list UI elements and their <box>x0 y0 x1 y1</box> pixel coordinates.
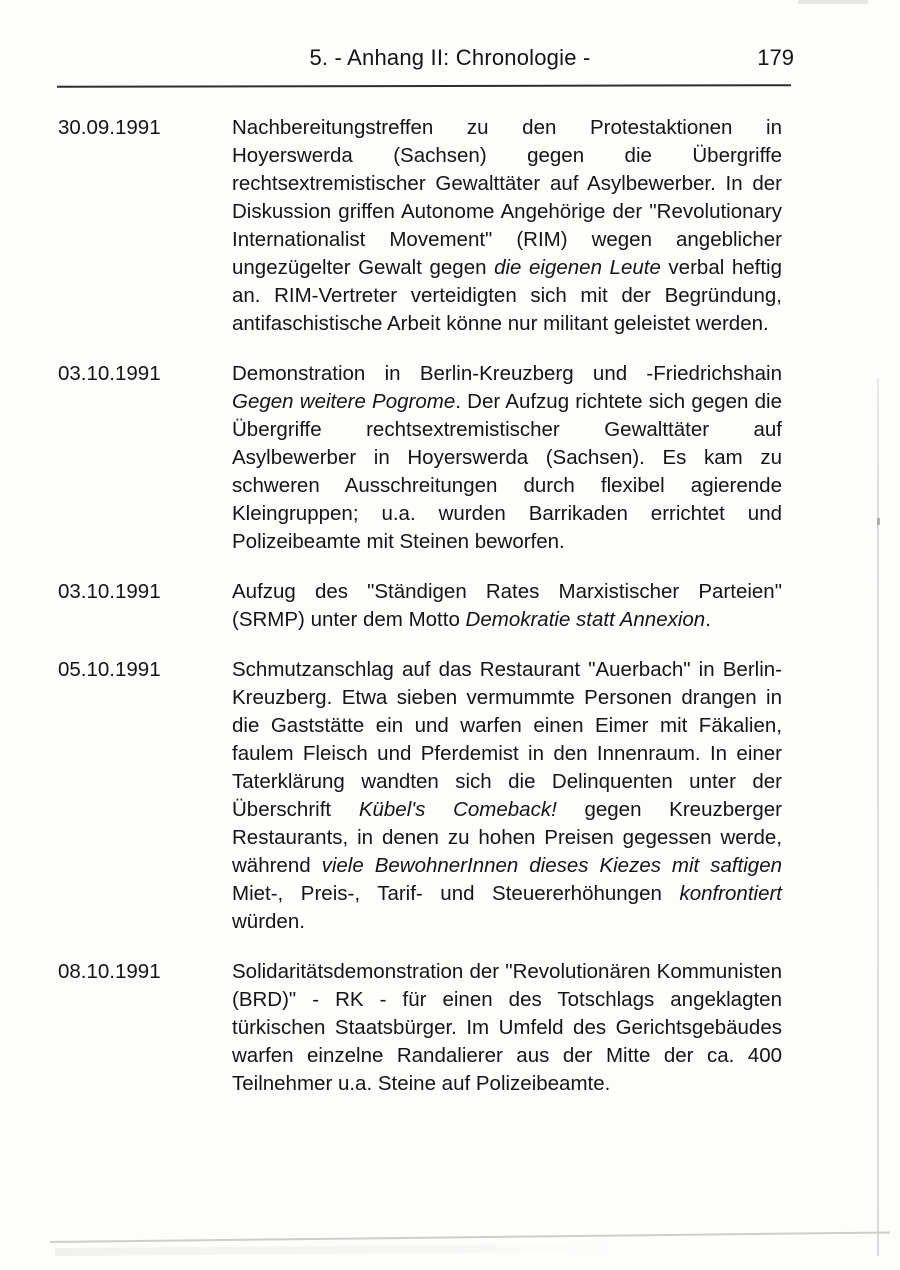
chronology-entry <box>58 656 782 936</box>
chronology-entry <box>58 360 782 556</box>
entry-text: Solidaritätsdemonstration der "Revolutionären Kommunisten (BRD)" - RK - für einen des Totschlags angeklagten türkischen Staatsbürger. Im Umfeld des Gerichtsgebäudes warfen einzelne Randalierer aus der Mitte der ca. 400 Teilnehmer u.a. Steine auf Polizeibeamte. <box>232 960 782 1095</box>
scan-edge-bottom-smudge <box>55 1244 615 1256</box>
scan-edge-right-dash <box>877 518 880 525</box>
entry-date: 03.10.1991 <box>58 580 161 603</box>
entry-date: 30.09.1991 <box>58 116 161 139</box>
chronology-entry <box>58 114 782 338</box>
header-rule <box>57 84 791 88</box>
entry-text: Nachbereitungstreffen zu den Protestaktionen in Hoyerswerda (Sachsen) gegen die Übergriffe rechtsextremistischer Gewalttäter auf Asylbewerber. In der Diskussion griffen Autonome Angehörige der "Revolutionary Internationalist Movement" (RIM) wegen angeblicher ungezügelter Gewalt gegen die eigenen Leute verbal heftig an. RIM-Vertreter verteidigten sich mit der Begründung, antifaschistische Arbeit könne nur militant geleistet werden. <box>232 116 782 335</box>
chronology-entry <box>58 958 782 1098</box>
entry-text: Demonstration in Berlin-Kreuzberg und -Friedrichshain Gegen weitere Pogrome. Der Aufzug richtete sich gegen die Übergriffe rechtsextremistischer Gewalttäter auf Asylbewerber in Hoyerswerda (Sachsen). Es kam zu schweren Ausschreitungen durch flexibel agierende Kleingruppen; u.a. wurden Barrikaden errichtet und Polizeibeamte mit Steinen beworfen. <box>232 362 782 553</box>
page-header-title: 5. - Anhang II: Chronologie - <box>309 45 591 70</box>
scan-edge-right <box>877 378 879 1256</box>
chronology-list <box>58 114 782 1120</box>
entry-date: 08.10.1991 <box>58 960 161 983</box>
entry-date: 03.10.1991 <box>58 362 161 385</box>
entry-date: 05.10.1991 <box>58 658 161 681</box>
scan-edge-bottom <box>50 1231 890 1243</box>
page-number: 179 <box>757 45 794 70</box>
scan-smudge-top-right <box>798 0 868 4</box>
chronology-entry <box>58 578 782 634</box>
entry-text: Schmutzanschlag auf das Restaurant "Auerbach" in Berlin-Kreuzberg. Etwa sieben vermummte Personen drangen in die Gaststätte ein und warfen einen Eimer mit Fäkalien, faulem Fleisch und Pferdemist in den Innenraum. In einer Taterklärung wandten sich die Delinquenten unter der Überschrift Kübel's Comeback! gegen Kreuzberger Restaurants, in denen zu hohen Preisen gegessen werde, während viele BewohnerInnen dieses Kiezes mit saftigen Miet-, Preis-, Tarif- und Steuererhöhungen konfrontiert würden. <box>232 658 782 933</box>
entry-text: Aufzug des "Ständigen Rates Marxistischer Parteien" (SRMP) unter dem Motto Demokratie statt Annexion. <box>232 580 782 631</box>
